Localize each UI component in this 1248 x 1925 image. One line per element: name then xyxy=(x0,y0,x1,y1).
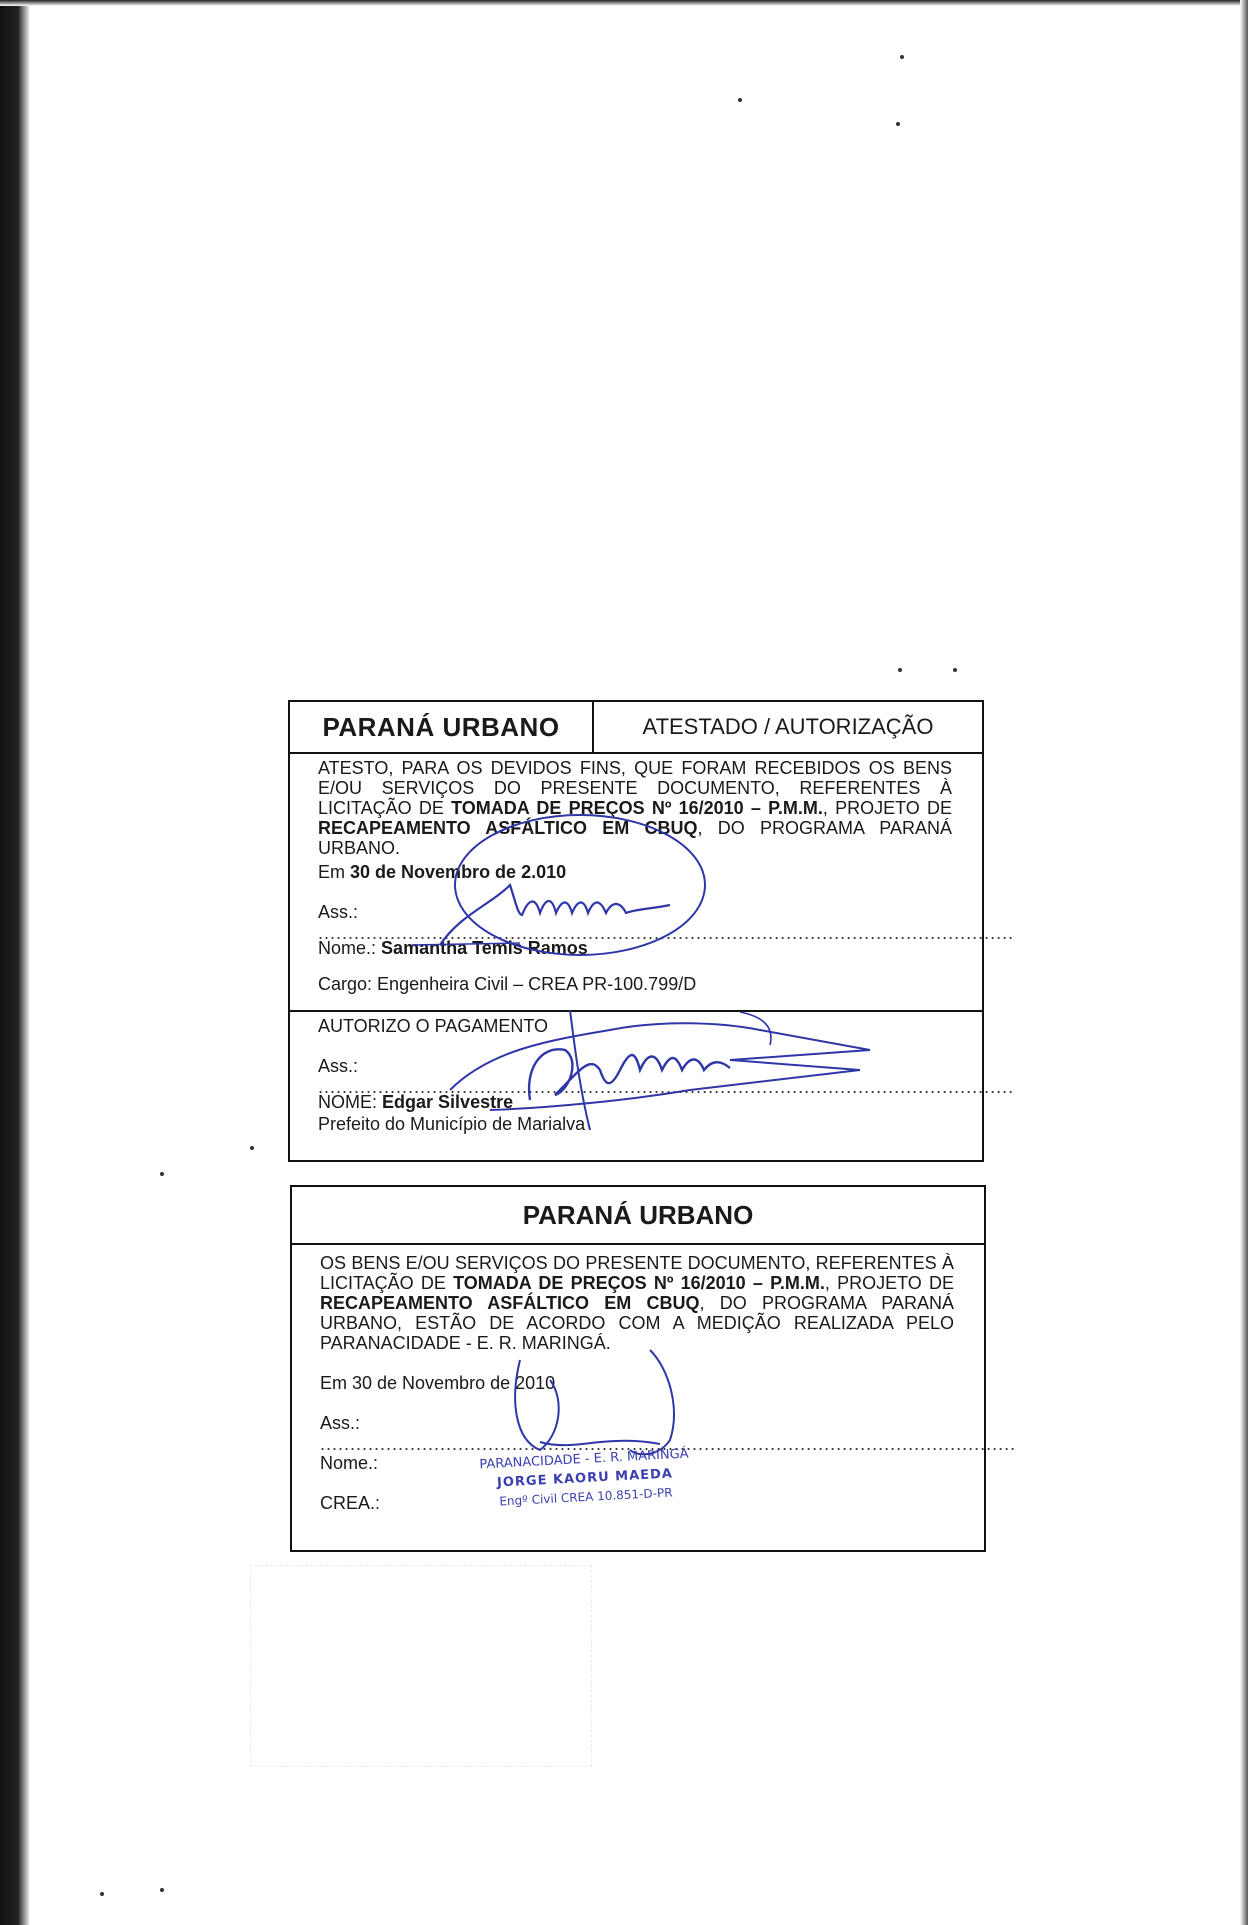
atestado-text-bold1: TOMADA DE PREÇOS Nº 16/2010 – P.M.M. xyxy=(451,798,823,818)
bleed-through-ghost xyxy=(250,1565,592,1767)
medicao-text-bold1: TOMADA DE PREÇOS Nº 16/2010 – P.M.M. xyxy=(453,1273,825,1293)
atestado-text-bold2: RECAPEAMENTO ASFÁLTICO EM CBUQ xyxy=(318,818,698,838)
scan-speck xyxy=(100,1892,104,1896)
signature-dots: .................................................................................................................... xyxy=(318,923,1015,943)
atestado-text-end: , DO PROGRAMA PARANÁ URBANO. xyxy=(318,818,952,858)
scan-speck xyxy=(898,668,902,672)
atestado-text-intro: ATESTO, PARA OS DEVIDOS FINS, QUE FORAM RECEBIDOS OS BENS E/OU SERVIÇOS DO PRESENTE DOCUMENTO, REFERENTES À LICITAÇÃO DE xyxy=(318,758,952,818)
medicao-text-bold2: RECAPEAMENTO ASFÁLTICO EM CBUQ xyxy=(320,1293,700,1313)
scan-edge-left xyxy=(0,0,30,1925)
atestado-nome-value: Samantha Temis Ramos xyxy=(381,938,588,958)
autorizo-line xyxy=(290,1016,982,1046)
atestado-statement xyxy=(290,754,982,862)
scan-edge-right xyxy=(1240,0,1248,1925)
scan-speck xyxy=(738,98,742,102)
signature-dots: .................................................................................................................... xyxy=(318,1077,1015,1097)
atestado-ass-label: Ass.: xyxy=(318,902,359,922)
atestado-header-subtitle: ATESTADO / AUTORIZAÇÃO xyxy=(642,714,934,739)
atestado-header-title: PARANÁ URBANO xyxy=(290,702,594,752)
atestado-header xyxy=(290,702,982,754)
atestado-signature-line xyxy=(290,902,1015,943)
scan-speck xyxy=(900,55,904,59)
atestado-nome-label: Nome.: xyxy=(318,938,377,958)
autorizo-text: AUTORIZO O PAGAMENTO xyxy=(318,1016,549,1036)
medicao-nome-label: Nome.: xyxy=(320,1453,379,1473)
medicao-crea-label: CREA.: xyxy=(320,1493,381,1513)
scan-speck xyxy=(250,1146,254,1150)
autorizo-signature-line xyxy=(290,1056,1015,1097)
stamp-line-1: PARANACIDADE - E. R. MARINGÁ xyxy=(479,1446,689,1473)
atestado-date-value: 30 de Novembro de 2.010 xyxy=(350,862,567,882)
medicao-text-intro: OS BENS E/OU SERVIÇOS DO PRESENTE DOCUMENTO, REFERENTES À LICITAÇÃO DE xyxy=(320,1253,954,1293)
atestado-text-mid: , PROJETO DE xyxy=(822,798,952,818)
medicao-statement xyxy=(292,1245,984,1373)
scan-speck xyxy=(160,1888,164,1892)
medicao-ass-label: Ass.: xyxy=(320,1413,361,1433)
medicao-header: PARANÁ URBANO xyxy=(292,1187,984,1245)
prefeito-nome-value: Edgar Silvestre xyxy=(382,1092,514,1112)
atestado-date-prefix: Em xyxy=(318,862,351,882)
atestado-divider xyxy=(290,1010,982,1012)
medicao-text-mid: , PROJETO DE xyxy=(824,1273,954,1293)
atestado-form xyxy=(288,700,1015,1162)
autorizo-ass-label: Ass.: xyxy=(318,1056,359,1076)
scan-speck xyxy=(953,668,957,672)
medicao-date-line: Em 30 de Novembro de 2010 xyxy=(320,1373,556,1393)
prefeito-title-line xyxy=(290,1114,982,1136)
atestado-cargo-value: Engenheira Civil – CREA PR-100.799/D xyxy=(377,974,697,994)
atestado-cargo-line xyxy=(290,974,982,1010)
medicao-text-end: , DO PROGRAMA PARANÁ URBANO, ESTÃO DE ACORDO COM A MEDIÇÃO REALIZADA PELO PARANACIDADE - E. R. MARINGÁ. xyxy=(320,1293,954,1353)
prefeito-nome-label: NOME: xyxy=(318,1092,378,1112)
signature-dots: .................................................................................................................... xyxy=(320,1434,1017,1454)
scan-speck xyxy=(160,1172,164,1176)
prefeito-title: Prefeito do Município de Marialva xyxy=(318,1114,586,1134)
scan-speck xyxy=(896,122,900,126)
atestado-date-line xyxy=(290,862,982,892)
scan-edge-top xyxy=(0,0,1248,6)
atestado-cargo-label: Cargo: xyxy=(318,974,373,994)
stamp-line-2: JORGE KAORU MAEDA xyxy=(496,1466,674,1491)
stamp-line-3: Engº Civil CREA 10.851-D-PR xyxy=(499,1485,673,1509)
